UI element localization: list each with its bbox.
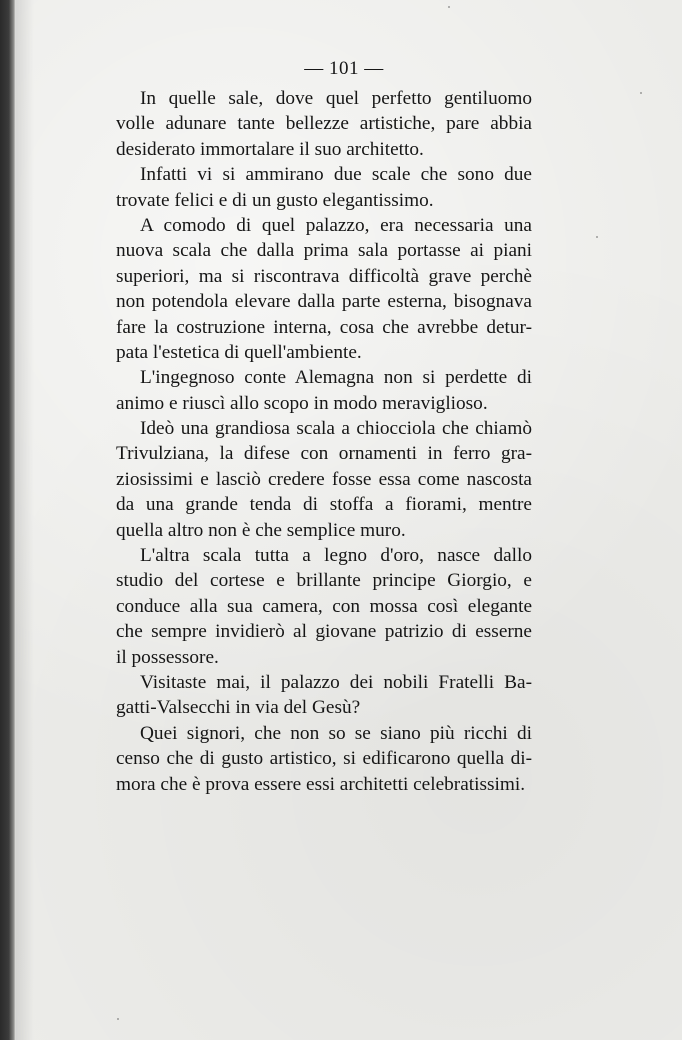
paper-speck <box>323 634 325 636</box>
text-line: il possessore. <box>116 646 219 668</box>
text-line: desiderato immortalare il suo architetto. <box>116 138 424 160</box>
text-line: nuova scala che dalla prima sala portasse ai piani <box>116 240 532 262</box>
paper-speck <box>117 1018 119 1020</box>
text-line: fare la costruzione interna, cosa che avrebbe detur- <box>116 316 532 338</box>
book-binding-edge <box>0 0 16 1040</box>
paragraph <box>116 543 532 670</box>
text-line: censo che di gusto artistico, si edificarono quella di- <box>116 748 532 770</box>
paper-speck <box>640 92 642 94</box>
text-line: che sempre invidierò al giovane patrizio di esserne <box>116 621 532 643</box>
text-line: L'ingegnoso conte Alemagna non si perdette di <box>140 367 532 389</box>
paragraph <box>116 86 532 162</box>
text-line: Infatti vi si ammirano due scale che sono due <box>140 164 532 186</box>
text-line: Ideò una grandiosa scala a chiocciola che chiamò <box>140 418 532 440</box>
paragraph <box>116 365 532 416</box>
paragraph <box>116 721 532 797</box>
text-line: mora che è prova essere essi architetti celebratissimi. <box>116 773 526 795</box>
paper-speck <box>596 236 598 238</box>
paragraph <box>116 416 532 543</box>
text-line: Quei signori, che non so se siano più ricchi di <box>140 722 532 744</box>
text-line: volle adunare tante bellezze artistiche, pare abbia <box>116 113 532 135</box>
text-line: L'altra scala tutta a legno d'oro, nasce dallo <box>140 545 532 567</box>
text-line: gatti-Valsecchi in via del Gesù? <box>116 697 361 719</box>
text-line: animo e riuscì allo scopo in modo meraviglioso. <box>116 392 488 414</box>
text-line: da una grande tenda di stoffa a fiorami, mentre <box>116 494 532 516</box>
binding-shadow <box>16 0 34 1040</box>
text-line: pata l'estetica di quell'ambiente. <box>116 341 362 363</box>
body-text <box>116 86 532 797</box>
text-line: non potendola elevare dalla parte esterna, bisognava <box>116 291 532 313</box>
paragraph <box>116 670 532 721</box>
paragraph <box>116 213 532 365</box>
text-line: A comodo di quel palazzo, era necessaria una <box>140 214 532 236</box>
text-line: studio del cortese e brillante principe Giorgio, e <box>116 570 532 592</box>
text-line: In quelle sale, dove quel perfetto gentiluomo <box>140 88 532 109</box>
paper-speck <box>448 6 450 8</box>
text-line: trovate felici e di un gusto elegantissimo. <box>116 189 434 211</box>
text-line: quella altro non è che semplice muro. <box>116 519 406 541</box>
text-line: ziosissimi e lasciò credere fosse essa come nascosta <box>116 468 532 490</box>
page-number: — 101 — <box>304 58 384 79</box>
text-line: Visitaste mai, il palazzo dei nobili Fratelli Ba- <box>140 671 532 693</box>
paragraph <box>116 162 532 213</box>
text-line: conduce alla sua camera, con mossa così elegante <box>116 595 532 617</box>
text-line: Trivulziana, la difese con ornamenti in ferro gra- <box>116 443 532 465</box>
text-line: superiori, ma si riscontrava difficoltà grave perchè <box>116 265 532 287</box>
